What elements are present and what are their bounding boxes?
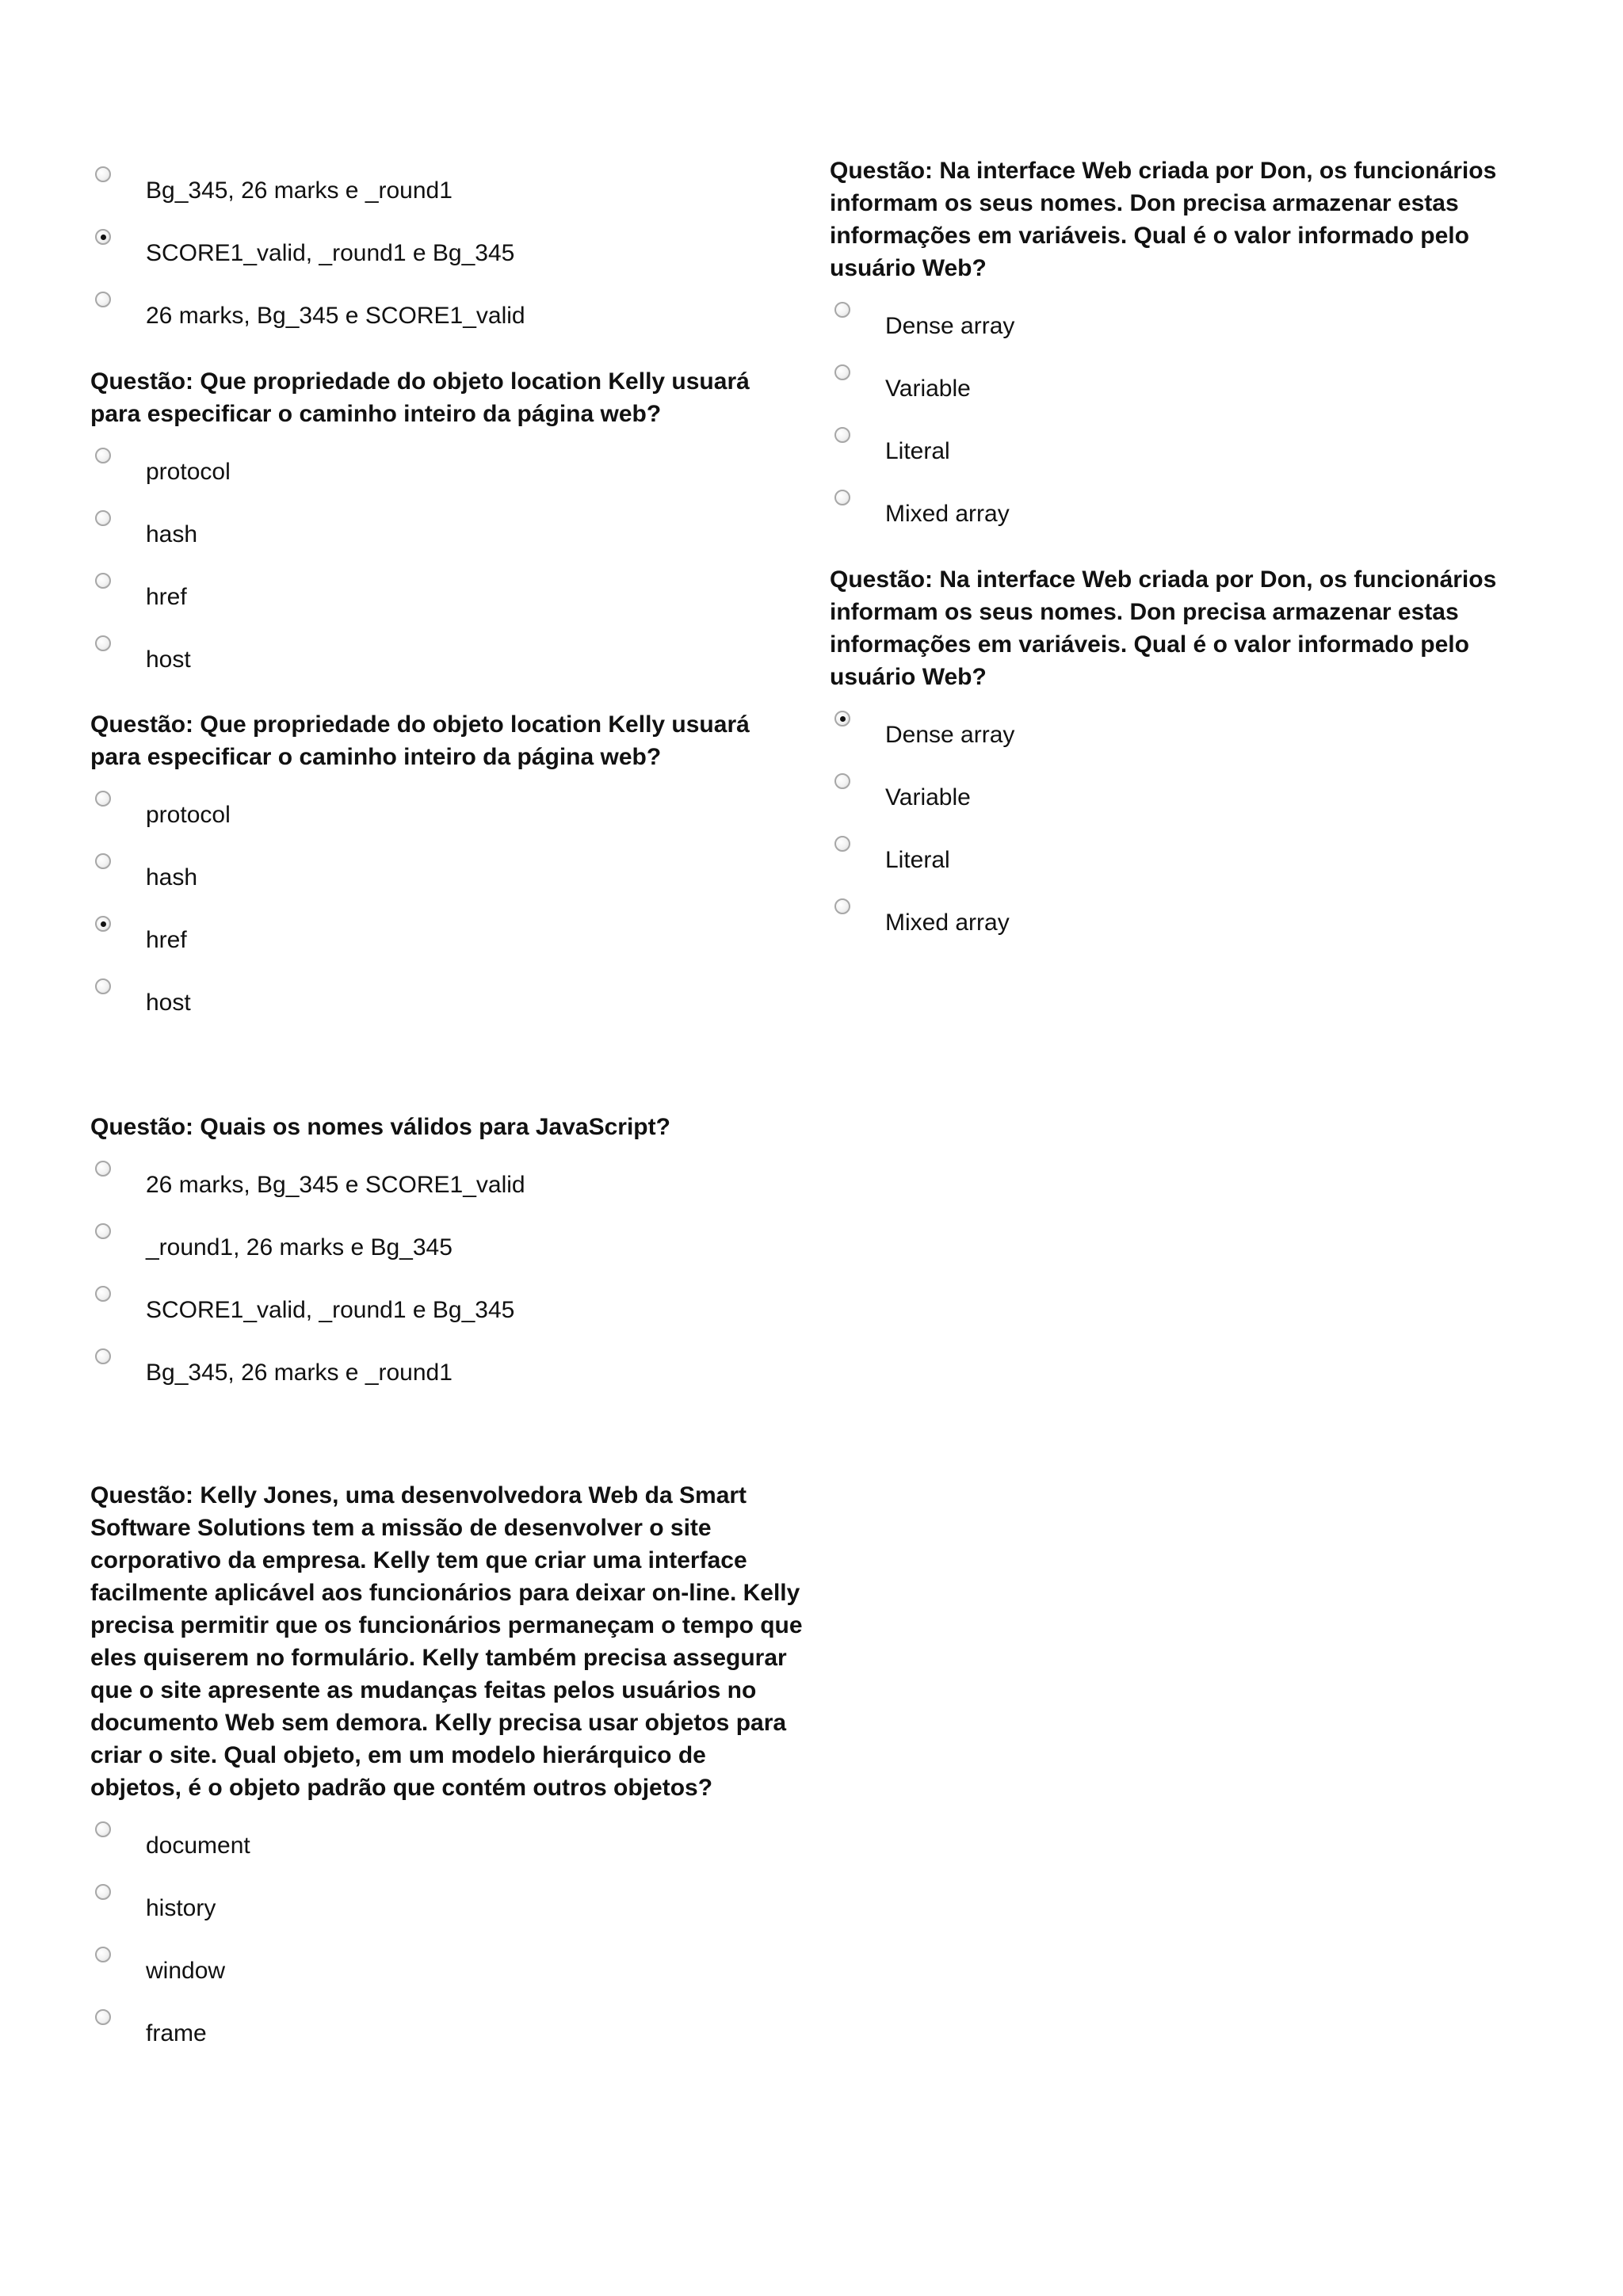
options-list [90, 444, 804, 695]
option-label: host [146, 646, 191, 673]
option-row[interactable] [830, 486, 1543, 549]
question-text: Questão: Que propriedade do objeto location Kelly usuará para especificar o caminho inteiro da página web? [90, 711, 750, 770]
option-label: frame [146, 2020, 207, 2046]
option-row[interactable] [90, 444, 804, 507]
radio-button[interactable] [834, 427, 850, 443]
options-list [830, 707, 1543, 958]
radio-button[interactable] [95, 791, 111, 807]
option-row[interactable] [90, 1220, 804, 1283]
option-label: hash [146, 864, 198, 891]
radio-button[interactable] [95, 1161, 111, 1177]
radio-button[interactable] [95, 292, 111, 307]
option-label: history [146, 1895, 216, 1921]
question-text: Questão: Que propriedade do objeto location Kelly usuará para especificar o caminho inteiro da página web? [90, 368, 750, 427]
radio-button[interactable] [95, 853, 111, 869]
question-block [90, 708, 804, 1038]
option-label: document [146, 1833, 250, 1859]
radio-button[interactable] [95, 1884, 111, 1900]
question-text: Questão: Kelly Jones, uma desenvolvedora Web da Smart Software Solutions tem a missão de desenvolver o site corporativo da empresa. Kelly tem que criar uma interface facilmente aplicável aos funcionários para deixar on-line. Kelly precisa permitir que os funcionários permaneçam o tempo que eles quiserem no formulário. Kelly também precisa assegurar que o site apresente as mudanças feitas pelos usuários no documento Web sem demora. Kelly precisa usar objetos para criar o site. Qual objeto, em um modelo hierárquico de objetos, é o objeto padrão que contém outros objetos? [90, 1482, 803, 1801]
option-row[interactable] [90, 632, 804, 695]
option-label: _round1, 26 marks e Bg_345 [146, 1234, 453, 1261]
option-row[interactable] [90, 226, 804, 288]
option-row[interactable] [830, 424, 1543, 486]
option-label: Mixed array [885, 501, 1010, 527]
option-row[interactable] [90, 1158, 804, 1220]
radio-button[interactable] [95, 1348, 111, 1364]
option-label: SCORE1_valid, _round1 e Bg_345 [146, 240, 515, 266]
option-row[interactable] [90, 507, 804, 570]
option-row[interactable] [830, 299, 1543, 361]
radio-button[interactable] [95, 510, 111, 526]
option-row[interactable] [90, 1818, 804, 1881]
option-label: Bg_345, 26 marks e _round1 [146, 177, 453, 204]
option-row[interactable] [90, 850, 804, 913]
option-row[interactable] [830, 770, 1543, 833]
option-row[interactable] [90, 975, 804, 1038]
option-row[interactable] [90, 1283, 804, 1345]
radio-button[interactable] [95, 2009, 111, 2025]
radio-button[interactable] [95, 1223, 111, 1239]
option-label: Dense array [885, 313, 1015, 339]
question-block [830, 563, 1543, 958]
radio-button[interactable] [95, 978, 111, 994]
options-list [830, 299, 1543, 549]
options-list [90, 1158, 804, 1408]
option-label: Literal [885, 847, 950, 873]
option-label: Variable [885, 376, 971, 402]
question-text: Questão: Na interface Web criada por Don, os funcionários informam os seus nomes. Don precisa armazenar estas informações em variáveis. Qual é o valor informado pelo usuário Web? [830, 566, 1497, 690]
radio-button[interactable] [834, 490, 850, 505]
question-text: Questão: Quais os nomes válidos para JavaScript? [90, 1114, 670, 1140]
option-row[interactable] [90, 1881, 804, 1943]
radio-button[interactable] [95, 229, 111, 245]
option-row[interactable] [830, 833, 1543, 895]
radio-button[interactable] [95, 1947, 111, 1962]
option-label: 26 marks, Bg_345 e SCORE1_valid [146, 1172, 525, 1198]
radio-button[interactable] [95, 166, 111, 182]
option-row[interactable] [90, 1943, 804, 2006]
question-block [90, 1111, 804, 1408]
option-label: Dense array [885, 722, 1015, 748]
question-block [90, 163, 804, 351]
option-label: host [146, 990, 191, 1016]
option-row[interactable] [830, 895, 1543, 958]
option-row[interactable] [90, 288, 804, 351]
option-row[interactable] [90, 913, 804, 975]
option-label: Bg_345, 26 marks e _round1 [146, 1360, 453, 1386]
option-label: href [146, 927, 187, 953]
option-label: hash [146, 521, 198, 547]
option-row[interactable] [90, 163, 804, 226]
radio-button[interactable] [834, 302, 850, 318]
radio-button[interactable] [834, 711, 850, 727]
option-row[interactable] [90, 2006, 804, 2069]
option-label: window [146, 1958, 226, 1984]
radio-button[interactable] [834, 898, 850, 914]
option-label: 26 marks, Bg_345 e SCORE1_valid [146, 303, 525, 329]
options-list [90, 1818, 804, 2069]
option-label: protocol [146, 459, 231, 485]
option-label: Variable [885, 784, 971, 810]
option-row[interactable] [830, 707, 1543, 770]
radio-button[interactable] [834, 836, 850, 852]
radio-button[interactable] [834, 364, 850, 380]
question-block [90, 365, 804, 695]
radio-button[interactable] [95, 1821, 111, 1837]
radio-button[interactable] [95, 448, 111, 463]
radio-button[interactable] [95, 916, 111, 932]
options-list [90, 788, 804, 1038]
option-label: protocol [146, 802, 231, 828]
options-list [90, 163, 804, 351]
radio-button[interactable] [95, 573, 111, 589]
radio-button[interactable] [95, 635, 111, 651]
option-label: href [146, 584, 187, 610]
option-row[interactable] [90, 1345, 804, 1408]
option-label: Literal [885, 438, 950, 464]
radio-button[interactable] [834, 773, 850, 789]
radio-button[interactable] [95, 1286, 111, 1302]
option-row[interactable] [830, 361, 1543, 424]
option-row[interactable] [90, 788, 804, 850]
question-block [830, 154, 1543, 549]
question-block [90, 1479, 804, 2069]
option-label: Mixed array [885, 910, 1010, 936]
option-row[interactable] [90, 570, 804, 632]
option-label: SCORE1_valid, _round1 e Bg_345 [146, 1297, 515, 1323]
question-text: Questão: Na interface Web criada por Don, os funcionários informam os seus nomes. Don precisa armazenar estas informações em variáveis. Qual é o valor informado pelo usuário Web? [830, 158, 1497, 281]
